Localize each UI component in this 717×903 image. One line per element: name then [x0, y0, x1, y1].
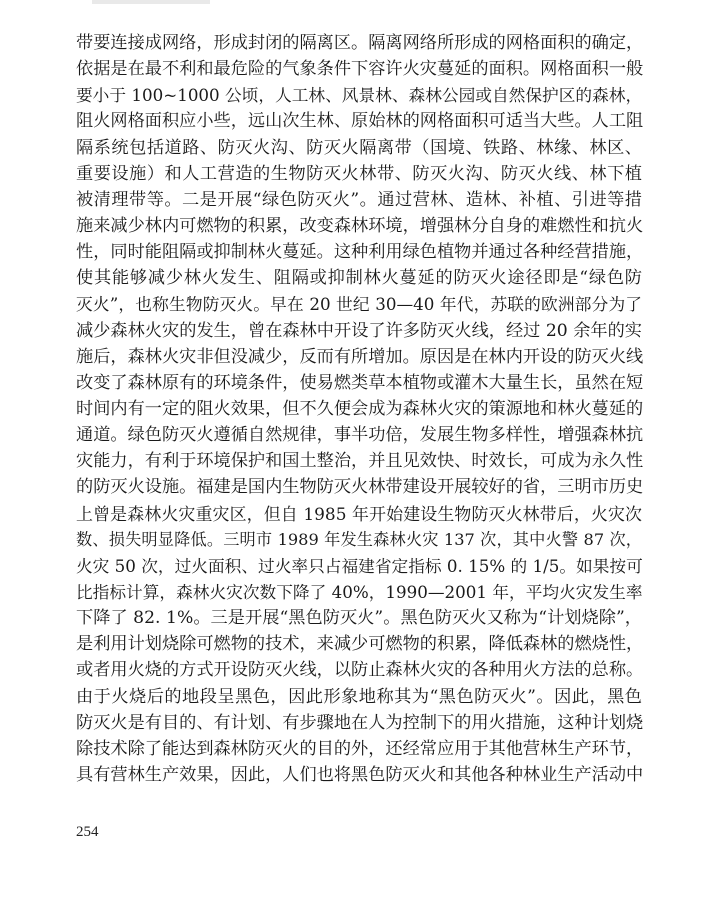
text-line: 依据是在最不利和最危险的气象条件下容许火灾蔓延的面积。网格面积一般: [76, 59, 644, 80]
text-line: 带要连接成网络，形成封闭的隔离区。隔离网络所形成的网格面积的确定，: [76, 33, 644, 53]
text-line: 时间内有一定的阻火效果，但不久便会成为森林火灾的策源地和林火蔓延的: [76, 398, 644, 419]
text-line: 被清理带等。二是开展“绿色防灭火”。通过营林、造林、补植、引进等措: [76, 189, 642, 210]
scan-artifact: [92, 0, 210, 4]
text-line: 改变了森林原有的环境条件，使易燃类草本植物或灌木大量生长，虽然在短: [76, 372, 644, 393]
text-line: 下降了 82. 1%。三是开展“黑色防灭火”。黑色防灭火又称为“计划烧除”，: [76, 608, 642, 629]
text-line: 灭火”，也称生物防灭火。早在 20 世纪 30—40 年代，苏联的欧洲部分为了: [76, 294, 642, 315]
text-line: 通道。绿色防灭火遵循自然规律，事半功倍，发展生物多样性，增强森林抗: [76, 425, 644, 446]
text-line: 火灾 50 次，过火面积、过火率只占福建省定指标 0. 15% 的 1/5。如果按可: [76, 555, 643, 576]
text-line: 阻火网格面积应小些，远山次生林、原始林的网格面积可适当大些。人工阻: [76, 111, 644, 132]
text-line: 重要设施）和人工营造的生物防灭火林带、防灭火沟、防灭火线、林下植: [76, 163, 642, 184]
text-line: 数、损失明显降低。三明市 1989 年发生森林火灾 137 次，其中火警 87 次，: [76, 529, 642, 549]
text-line: 由于火烧后的地段呈黑色，因此形象地称其为“黑色防灭火”。因此，黑色: [76, 686, 642, 707]
text-line: 或者用火烧的方式开设防灭火线，以防止森林火灾的各种用火方法的总称。: [76, 660, 644, 681]
body-text: [76, 30, 642, 788]
text-line: 减少森林火灾的发生，曾在森林中开设了许多防灭火线，经过 20 余年的实: [76, 320, 642, 341]
page-number: 254: [76, 824, 99, 840]
text-line: 施来减少林内可燃物的积累，改变森林环境，增强林分自身的难燃性和抗火: [76, 215, 644, 236]
text-line: 是利用计划烧除可燃物的技术，来减少可燃物的积累，降低森林的燃烧性，: [76, 634, 644, 655]
text-line: 的防灭火设施。福建是国内生物防灭火林带建设开展较好的省，三明市历史: [76, 477, 644, 498]
text-line: 使其能够减少林火发生、阻隔或抑制林火蔓延的防灭火途径即是“绿色防: [76, 268, 642, 289]
text-line: 要小于 100~1000 公顷，人工林、风景林、森林公园或自然保护区的森林，: [76, 85, 643, 106]
text-line: 灾能力，有利于环境保护和国土整治，并且见效快、时效长，可成为永久性: [76, 451, 644, 472]
text-line: 性，同时能阻隔或抑制林火蔓延。这种利用绿色植物并通过各种经营措施，: [76, 242, 644, 263]
text-line: 比指标计算，森林火灾次数下降了 40%，1990—2001 年，平均火灾发生率: [76, 581, 643, 602]
text-line: 隔系统包括道路、防灭火沟、防灭火隔离带（国境、铁路、林缘、林区、: [76, 137, 642, 158]
text-line: 上曾是森林火灾重灾区，但自 1985 年开始建设生物防灭火林带后，火灾次: [76, 503, 642, 524]
text-line: 除技术除了能达到森林防灭火的目的外，还经常应用于其他营林生产环节，: [76, 738, 644, 759]
text-line: 防灭火是有目的、有计划、有步骤地在人为控制下的用火措施，这种计划烧: [76, 712, 644, 733]
text-line: 具有营林生产效果，因此，人们也将黑色防灭火和其他各种林业生产活动中: [76, 764, 644, 785]
text-line: 施后，森林火灾非但没减少，反而有所增加。原因是在林内开设的防灭火线: [76, 346, 644, 367]
